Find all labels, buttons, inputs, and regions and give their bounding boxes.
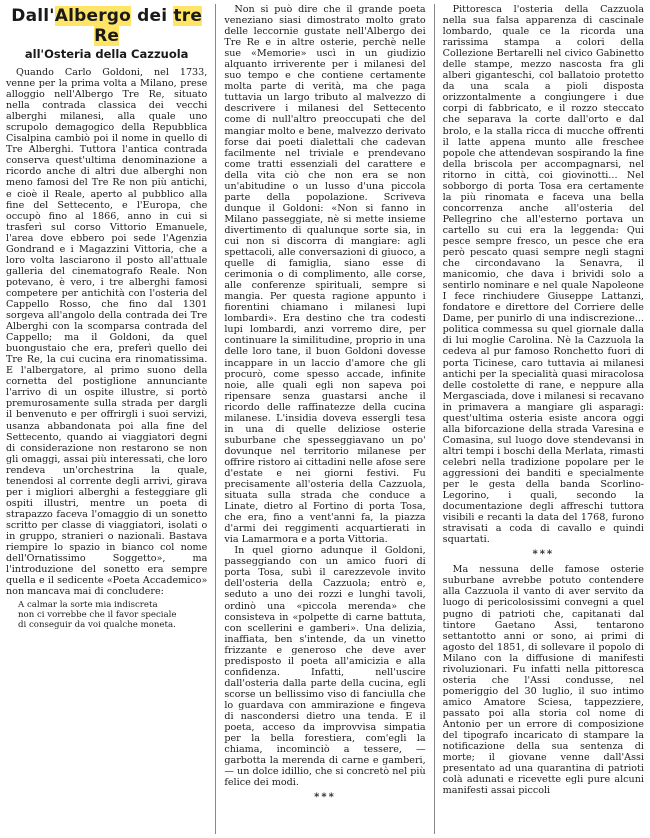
column-divider — [434, 4, 435, 834]
article-title: Dall'Albergo dei tre Re — [11, 6, 203, 46]
column-2 — [224, 4, 425, 834]
column-divider — [215, 4, 216, 834]
paragraph: Quando Carlo Goldoni, nel 1733, venne per la prima volta a Milano, prese alloggio nell'Albergo Tre Re, situato nella contrada classica dei vecchi alberghi milanesi, alla quale uno scrupolo demagogico della Repubblica Cisalpina cambiò poi il nome in quello di Tre Alberghi. Tuttora l'antica contrada conserva quest'ultima denominazione a ricordo anche di altri due alberghi non meno famosi del Tre Re non più antichi, e cioè il Reale, aperto al pubblico alla fine del Settecento, e l'Europa, che occupò fino al 1866, anno in cui si trasferì sul corso Vittorio Emanuele, l'area dove ebbero poi sede l'Agenzia Gondrand e i Magazzini Vittoria, che a loro volta lasciarono il posto all'attuale galleria del cinematografo Reale. Non potevano, è vero, i tre alberghi famosi competere per antichità con l'osteria del Cappello Rosso, che fino dal 1301 sorgeva all'angolo della contrada dei Tre Alberghi con la scomparsa contrada del Cappello; ma il Goldoni, da quel buongustaio che era, preferì quello dei Tre Re, la cui cucina era rinomatissima. E l'albergatore, al primo suono della cornetta del postiglione annunciante l'arrivo di un ospite illustre, si portò premurosamente sulla strada per dargli il benvenuto e per offrirgli i suoi servizi, usanza abbandonata poi alla fine del Settecento, quando ai viaggiatori degni di considerazione non restarono se non gli omaggi, assai più interessati, che loro rendeva un'orchestrina la quale, tenendosi al corrente degli arrivi, girava per i migliori alberghi a festeggiare gli ospiti illustri, mentre un poeta di strapazzo faceva l'omaggio di un sonetto scritto per classe di viaggiatori, isolati o in gruppo, stranieri o nazionali. Bastava riempire lo spazio in bianco col nome dell'Ornatissimo Soggetto», ma l'introduzione del sonetto era sempre quella e il sedicente «Poeta Accademico» non mancava mai di concludere: — [6, 67, 208, 598]
article-subtitle: all'Osteria della Cazzuola — [24, 47, 189, 61]
verse: A calmar la sorte mia indiscreta non ci vorrebbe che il favor speciale di conseguir da voi qualche moneta. — [18, 600, 177, 631]
paragraph: In quel giorno adunque il Goldoni, passeggiando con un amico fuori di porta Tosa, subì il carezzevole invito dell'osteria della Cazzuola; entrò e, seduto a uno dei rozzi e lunghi tavoli, ordinò una «piccola merenda» che consisteva in «polpette di carne battuta, con scellerini e gamberi». Una delizia, inaffiata, ben s'intende, da un vinetto frizzante e generoso che deve aver predisposto il poeta all'amicizia e alla confidenza. Infatti, nell'uscire dall'osteria dalla parte della cucina, egli scorse un bellissimo viso di fanciulla che lo guardava con ammirazione e fingeva di nascondersi dietro una tenda. E il poeta, acceso da improvvisa simpatia per la bella forestiera, com'egli la chiama, incominciò a tessere, — garbotta la merenda di carne e gamberi, — un dolce idillio, che si concretò nel più felice dei modi. — [224, 545, 426, 789]
section-separator: *** — [314, 792, 336, 804]
paragraph: Ma nessuna delle famose osterie suburbane avrebbe potuto contendere alla Cazzuola il vanto di aver servito da luogo di pericolosissimi convegni a quel pugno di patrioti che, capitanati dal tintore Gaetano Assi, tentarono settantotto anni or sono, ai primi di agosto del 1851, di sollevare il popolo di Milano con la diffusione di manifesti rivoluzionari. Fu infatti nella pittoresca osteria che l'Assi condusse, nel pomeriggio del 30 luglio, il suo intimo amico Amatore Sciesa, tappezziere, passato poi alla storia col nome di Antonio per un errore di composizione del tipografo incaricato di stampare la notificazione della sua sentenza di morte; il giovane venne dall'Assi presentato ad una quarantina di patrioti colà adunati e ricevette egli pure alcuni manifesti assai piccoli — [442, 564, 644, 797]
paragraph: Pittoresca l'osteria della Cazzuola nella sua falsa apparenza di cascinale lombardo, quale ce la ricorda una rarissima stampa a colori della Collezione Bertarelli nel civico Gabinetto delle stampe, mezzo nascosta fra gli alberi giganteschi, col ballatoio protetto da una scala a pioli disposta orizzontalmente a congiungere i due corpi di fabbricato, e il rozzo steccato che separava la corte dall'orto e dal brolo, e la stalla ricca di mucche offrenti il latte appena munto alle freschee popole che attendevan sospirando la fine della briscola per accompagnarsi, nel ritorno in città, coi giovinotti... Nel sobborgo di porta Tosa era certamente la più rinomata e faceva una bella concorrenza anche all'osteria del Pellegrino che all'esterno portava un cartello su cui era la leggenda: Qui pesce sempre fresco, un pesce che era però pescato quasi sempre negli stagni che circondavano la Senavra, il manicomio, che dava i brividi solo a sentirlo nominare e nel quale Napoleone I fece rinchiudere Giuseppe Lattanzi, fondatore e direttore del Corriere delle Dame, per punirlo di una indiscrezione... politica commessa su quel giornale dalla di lui moglie Carolina. Nè la Cazzuola la cedeva al pur famoso Ronchetto fuori di porta Ticinese, caro tuttavia ai milanesi antichi per la specialità quasi miracolosa delle costolette di rane, e neppure alla Mergasciada, dove i milanesi si recavano in primavera a mangiare gli asparagi: quest'ultima osteria esiste ancora oggi alla biforcazione della strada Varesina e Comasina, sul luogo dove stendevansi in altri tempi i boschi della Merlata, rimasti celebri nella tradizione popolare per le aggressioni dei banditi e specialmente per le gesta della banda Scorlino-Legorino, i quali, secondo la documentazione degli affreschi tuttora visibili e recanti la data del 1768, furono stravisati a coda di cavallo e quindi squartati. — [442, 4, 644, 546]
paragraph: Non si può dire che il grande poeta veneziano siasi dimostrato molto grato delle leccornie gustate nell'Albergo dei Tre Re e in altre osterie, perchè nelle sue «Memorie» uscì in un giudizio alquanto irriverente per i milanesi del suo tempo e che contiene certamente molta parte di verità, ma che paga tuttavia un largo tributo al malvezzo di descrivere i milanesi del Settecento come di null'altro preoccupati che del mangiar molto e bene, malvezzo derivato forse dai poeti dialettali che cadevan facilmente nel triviale e prendevano come tratti essenziali del carattere e della vita ciò che non era se non un'abitudine o un lusso d'una piccola parte della popolazione. Scriveva dunque il Goldoni: «Non si fanno in Milano passeggiate, nè si mette insieme divertimento di qualunque sorte sia, in cui non si discorra di mangiare: agli spettacoli, alle conversazioni di giuoco, a quelle di famiglia, siano esse di cerimonia o di complimento, alle corse, alle conferenze spirituali, sempre si mangia. Per questa ragione appunto i fiorentini chiamano i milanesi lupi lombardi». Era destino che tra codesti lupi lombardi, anzi vorremo dire, per continuare la similitudine, proprio in una delle loro tane, il buon Goldoni dovesse incappare in un laccio d'amore che gli procurò, come spesso accade, infinite noie, alle quali egli non sapeva poi ripensare senza guastarsi anche il ricordo delle raffinatezze della cucina milanese. L'insidia doveva essergli tesa in una di quelle deliziose osterie suburbane che spesseggiavano un po' dovunque nel territorio milanese per offrire ristoro ai cittadini nelle afose sere d'estate e nei giorni festivi. Fu precisamente all'osteria della Cazzuola, situata sulla strada che conduce a Linate, dietro al Fortino di porta Tosa, che era, fino a vent'anni fa, la piazza d'armi dei reggimenti acquartierati in via Lamarmora e a porta Vittoria. — [224, 4, 426, 546]
column-1 — [6, 4, 207, 834]
column-3 — [443, 4, 644, 834]
section-separator: *** — [532, 549, 555, 561]
